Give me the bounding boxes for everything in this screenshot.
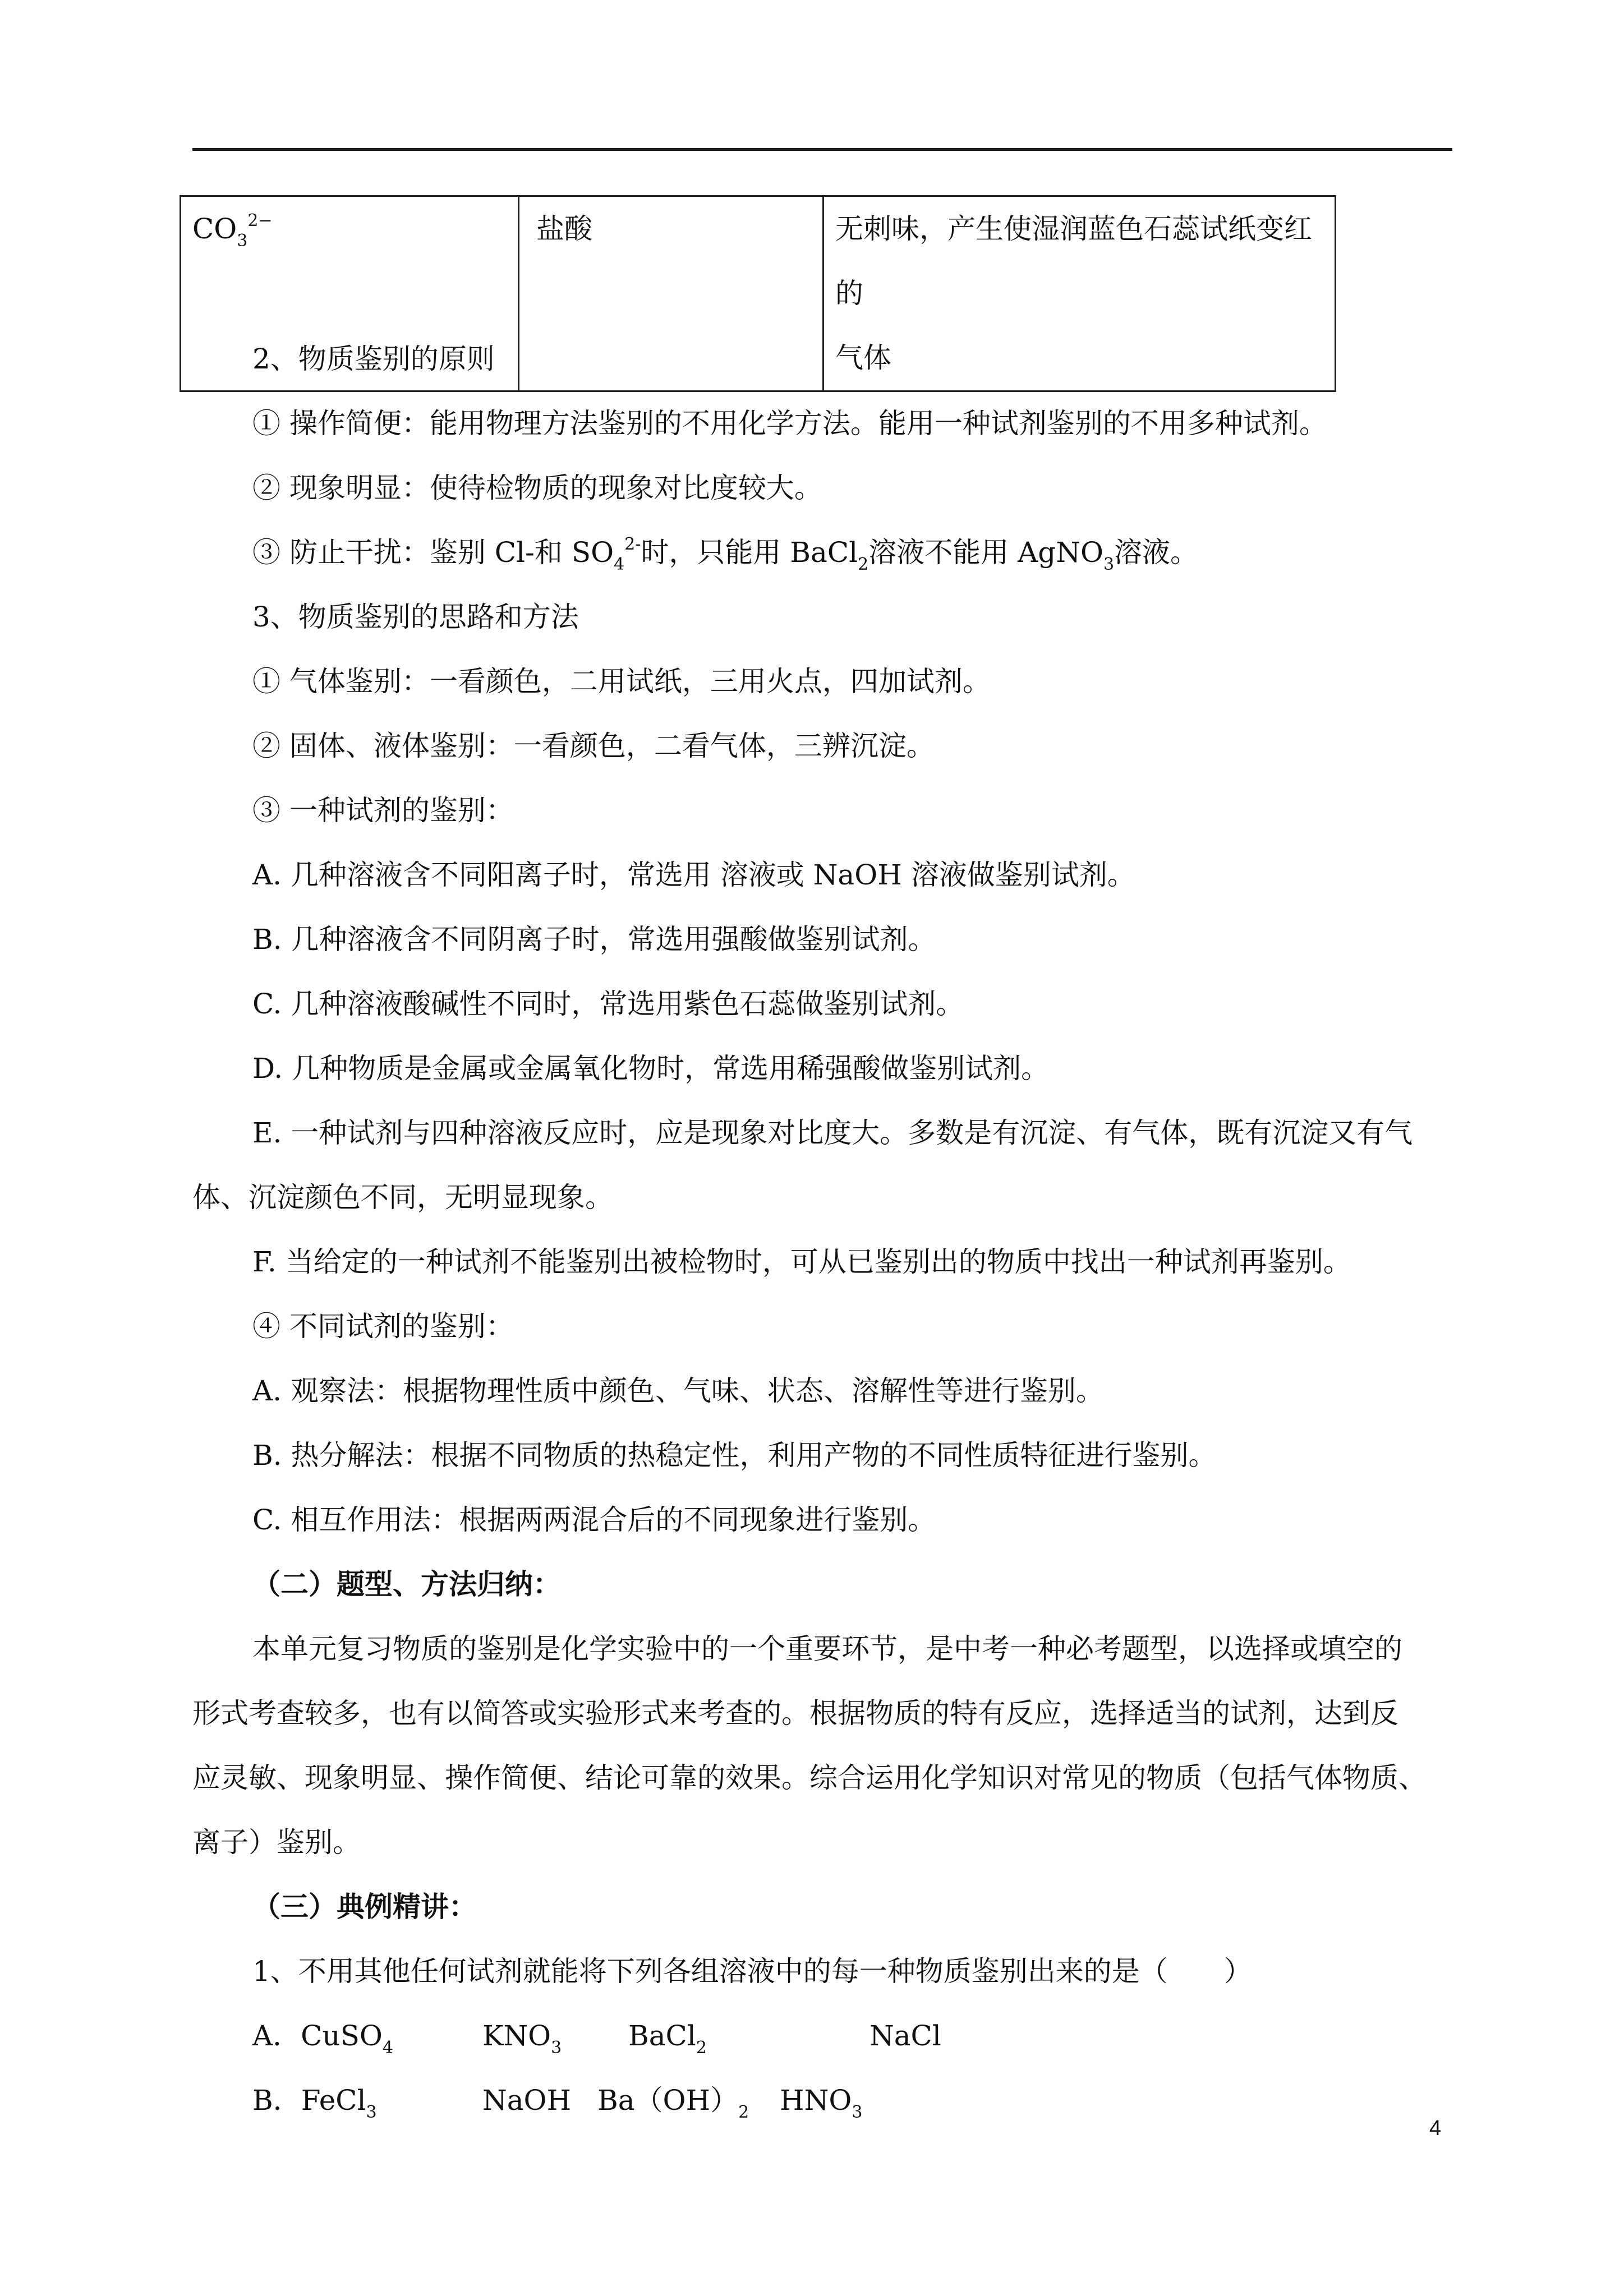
- section3-a: A. 几种溶液含不同阳离子时，常选用 溶液或 NaOH 溶液做鉴别试剂。: [252, 859, 1135, 891]
- section3-a2: A. 观察法：根据物理性质中颜色、气味、状态、溶解性等进行鉴别。: [252, 1375, 1104, 1407]
- section3-item3: ③ 一种试剂的鉴别：: [252, 794, 514, 827]
- section2-item2: ② 现象明显：使待检物质的现象对比度较大。: [252, 472, 822, 504]
- section2-item3: ③ 防止干扰：鉴别 Cl-和 $SO_4^{2-}$时，只能用 BaCl$_2$溶液不能用 AgNO$_3$溶液。: [252, 534, 1199, 574]
- section3-item1: ① 气体鉴别：一看颜色，二用试纸，三用火点，四加试剂。: [252, 665, 991, 698]
- part2-para-line3: 应灵敏、现象明显、操作简便、结论可靠的效果。综合运用化学知识对常见的物质（包括气体物质、: [192, 1762, 1427, 1794]
- header-rule: [192, 148, 1452, 151]
- option-a-label: A．CuSO$_4$: [252, 2020, 393, 2058]
- section2-item1: ① 操作简便：能用物理方法鉴别的不用化学方法。能用一种试剂鉴别的不用多种试剂。: [252, 407, 1327, 440]
- section3-d: D. 几种物质是金属或金属氧化物时，常选用稀强酸做鉴别试剂。: [252, 1052, 1050, 1085]
- part2-heading: （二）题型、方法归纳：: [252, 1567, 561, 1601]
- ion-formula: $CO_3^{2-}$: [192, 211, 273, 251]
- phenomenon-line-1: 无刺味，产生使湿润蓝色石蕊试纸变红的: [835, 213, 1312, 310]
- section3-b: B. 几种溶液含不同阴离子时，常选用强酸做鉴别试剂。: [252, 923, 936, 956]
- part2-para-line1: 本单元复习物质的鉴别是化学实验中的一个重要环节，是中考一种必考题型，以选择或填空的: [252, 1633, 1402, 1665]
- section3-e-line2: 体、沉淀颜色不同，无明显现象。: [192, 1181, 613, 1214]
- option-b-substance-4: $HNO_3$: [780, 2084, 863, 2122]
- reagent-cell: [519, 196, 823, 391]
- option-a-substance-4: NaCl: [869, 2020, 941, 2052]
- phenomenon-line-2: 气体: [835, 342, 891, 374]
- section3-b2: B. 热分解法：根据不同物质的热稳定性，利用产物的不同性质特征进行鉴别。: [252, 1439, 1217, 1472]
- part3-heading: （三）典例精讲：: [252, 1890, 477, 1923]
- section3-item2: ② 固体、液体鉴别：一看颜色，二看气体，三辨沉淀。: [252, 730, 935, 762]
- section3-f: F. 当给定的一种试剂不能鉴别出被检物时，可从已鉴别出的物质中找出一种试剂再鉴别。: [252, 1246, 1351, 1278]
- section3-heading: 3、物质鉴别的思路和方法: [252, 601, 579, 633]
- question-1: 1、不用其他任何试剂就能将下列各组溶液中的每一种物质鉴别出来的是（ ）: [252, 1955, 1252, 1988]
- part2-para-line4: 离子）鉴别。: [192, 1826, 361, 1859]
- reagent-text: 盐酸: [536, 213, 592, 245]
- section3-c: C. 几种溶液酸碱性不同时，常选用紫色石蕊做鉴别试剂。: [252, 988, 964, 1020]
- section3-item4: ④ 不同试剂的鉴别：: [252, 1310, 514, 1343]
- option-a-substance-3: BaCl$_2$: [628, 2020, 707, 2058]
- option-b-label: B．FeCl$_3$: [252, 2084, 377, 2122]
- option-b: [252, 2083, 863, 2122]
- option-a: [252, 2019, 941, 2058]
- option-b-substance-2: NaOH: [482, 2084, 572, 2117]
- section2-heading: 2、物质鉴别的原则: [252, 343, 495, 375]
- option-a-substance-2: $KNO_3$: [482, 2020, 562, 2058]
- page-number: 4: [1429, 2117, 1442, 2140]
- section3-c2: C. 相互作用法：根据两两混合后的不同现象进行鉴别。: [252, 1504, 936, 1536]
- section3-e-line1: E. 一种试剂与四种溶液反应时，应是现象对比度大。多数是有沉淀、有气体，既有沉淀又有气: [252, 1117, 1413, 1149]
- phenomenon-cell: [823, 196, 1336, 391]
- part2-para-line2: 形式考查较多，也有以简答或实验形式来考查的。根据物质的特有反应，选择适当的试剂，达到反: [192, 1697, 1398, 1730]
- option-b-substance-3: $Ba(OH)_2$: [597, 2084, 749, 2122]
